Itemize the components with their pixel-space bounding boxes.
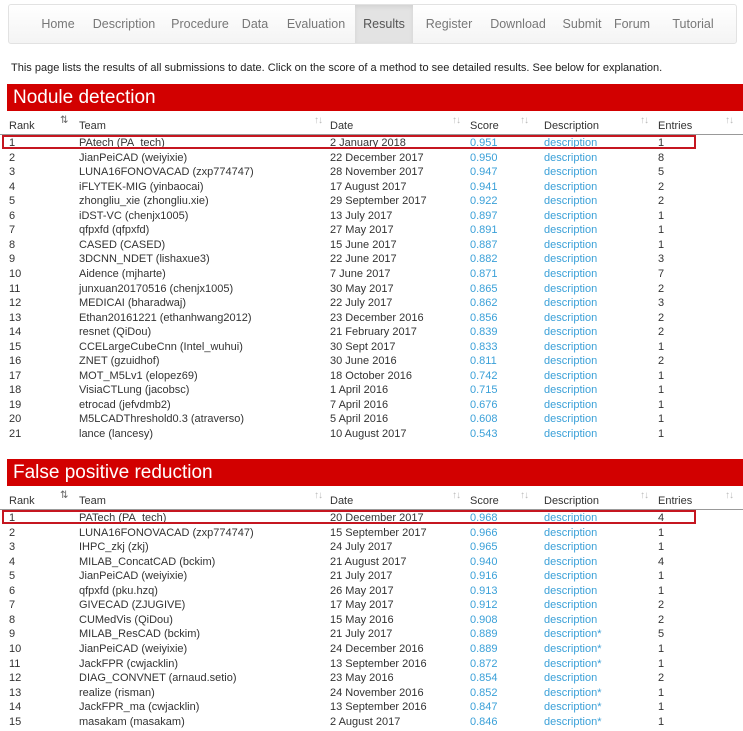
score-link[interactable]: 0.852 [470, 686, 498, 699]
column-header-score[interactable]: Score [470, 120, 499, 132]
description-link[interactable]: description [544, 398, 598, 411]
score-link[interactable]: 0.887 [470, 238, 498, 251]
table-row [0, 398, 743, 413]
entries-cell: 4 [658, 555, 665, 568]
date-cell: 28 November 2017 [330, 166, 424, 179]
team-cell: realize (risman) [79, 686, 155, 699]
nav-home[interactable]: Home [41, 17, 75, 31]
date-cell: 29 September 2017 [330, 195, 427, 208]
description-link[interactable]: description [544, 137, 598, 149]
rank-cell: 20 [9, 413, 22, 426]
date-cell: 1 April 2016 [330, 384, 389, 397]
rank-cell: 10 [9, 267, 22, 280]
table-row [0, 369, 743, 384]
date-cell: 10 August 2017 [330, 428, 407, 440]
table-row [0, 267, 743, 282]
rank-cell: 5 [9, 195, 16, 208]
column-header-entries[interactable]: Entries [658, 120, 693, 132]
table-row [0, 296, 743, 311]
team-cell: JackFPR (cwjacklin) [79, 657, 179, 670]
team-cell: resnet (QiDou) [79, 326, 152, 339]
intro-text: This page lists the results of all submissions to date. Click on the score of a method to see detailed results. See below for explanation. [11, 62, 663, 74]
table-row [0, 700, 743, 715]
top-result-highlight [2, 135, 696, 149]
team-cell: VisiaCTLung (jacobsc) [79, 384, 190, 397]
nav-description[interactable]: Description [92, 17, 156, 31]
column-header-entries[interactable]: Entries [658, 495, 693, 507]
entries-cell: 2 [658, 326, 665, 339]
table-row [0, 555, 743, 570]
description-link[interactable]: description [544, 512, 598, 524]
date-cell: 21 July 2017 [330, 570, 393, 583]
entries-cell: 4 [658, 512, 665, 524]
table-row [0, 223, 743, 238]
date-cell: 18 October 2016 [330, 369, 412, 382]
rank-cell: 7 [9, 224, 16, 237]
entries-cell: 2 [658, 282, 665, 295]
entries-cell: 2 [658, 613, 665, 626]
date-cell: 7 June 2017 [330, 267, 391, 280]
team-cell: JianPeiCAD (weiyixie) [79, 570, 188, 583]
entries-cell: 1 [658, 369, 665, 382]
rank-cell: 5 [9, 570, 16, 583]
date-cell: 21 July 2017 [330, 628, 393, 641]
team-cell: MILAB_ConcatCAD (bckim) [79, 555, 216, 568]
sort-icon[interactable]: ↑↓ [725, 490, 733, 501]
team-cell: zhongliu_xie (zhongliu.xie) [79, 195, 209, 208]
table-row [0, 311, 743, 326]
entries-cell: 1 [658, 428, 665, 440]
rank-cell: 9 [9, 253, 16, 266]
date-cell: 15 May 2016 [330, 613, 394, 626]
date-cell: 5 April 2016 [330, 413, 389, 426]
score-link[interactable]: 0.608 [470, 413, 498, 426]
rank-cell: 6 [9, 584, 16, 597]
entries-cell: 1 [658, 384, 665, 397]
table-row [0, 282, 743, 297]
sort-icon[interactable]: ↑↓ [314, 115, 322, 126]
column-header-team[interactable]: Team [79, 120, 106, 132]
score-link[interactable]: 0.950 [470, 151, 498, 164]
date-cell: 30 June 2016 [330, 355, 397, 368]
score-link[interactable]: 0.941 [470, 180, 498, 193]
team-cell: iDST-VC (chenjx1005) [79, 209, 189, 222]
description-link[interactable]: description* [544, 628, 602, 641]
score-link[interactable]: 0.872 [470, 657, 498, 670]
description-link[interactable]: description [544, 672, 598, 685]
date-cell: 13 September 2016 [330, 657, 427, 670]
date-cell: 24 November 2016 [330, 686, 424, 699]
date-cell: 22 December 2017 [330, 151, 424, 164]
table-row [0, 627, 743, 642]
team-cell: JackFPR_ma (cwjacklin) [79, 701, 200, 714]
entries-cell: 1 [658, 657, 665, 670]
entries-cell: 2 [658, 355, 665, 368]
entries-cell: 7 [658, 267, 665, 280]
table-row [0, 598, 743, 613]
rank-cell: 3 [9, 166, 16, 179]
team-cell: LUNA16FONOVACAD (zxp774747) [79, 166, 254, 179]
date-cell: 30 Sept 2017 [330, 340, 396, 353]
table-row [0, 657, 743, 672]
rank-cell: 3 [9, 541, 16, 554]
entries-cell: 1 [658, 398, 665, 411]
date-cell: 21 February 2017 [330, 326, 417, 339]
team-cell: PAtech (PA_tech) [79, 137, 165, 149]
date-cell: 17 August 2017 [330, 180, 407, 193]
table-row [0, 686, 743, 701]
column-header-date[interactable]: Date [330, 495, 354, 507]
team-cell: DIAG_CONVNET (arnaud.setio) [79, 672, 237, 685]
score-link[interactable]: 0.889 [470, 628, 498, 641]
description-link[interactable]: description [544, 151, 598, 164]
description-link[interactable]: description [544, 369, 598, 382]
rank-cell: 16 [9, 355, 22, 368]
description-link[interactable]: description [544, 555, 598, 568]
entries-cell: 1 [658, 701, 665, 714]
rank-cell: 6 [9, 209, 16, 222]
score-link[interactable]: 0.742 [470, 369, 498, 382]
column-header-description[interactable]: Description [544, 120, 600, 132]
rank-cell: 2 [9, 151, 16, 164]
team-cell: CCELargeCubeCnn (Intel_wuhui) [79, 340, 243, 353]
table-row [0, 383, 743, 398]
rank-cell: 12 [9, 672, 22, 685]
rank-cell: 10 [9, 642, 22, 655]
score-link[interactable]: 0.839 [470, 326, 498, 339]
table-row [0, 194, 743, 209]
description-link[interactable]: description [544, 166, 598, 179]
rank-cell: 14 [9, 701, 22, 714]
date-cell: 27 May 2017 [330, 224, 394, 237]
table-row [0, 165, 743, 180]
table-row [0, 180, 743, 195]
score-link[interactable]: 0.913 [470, 584, 498, 597]
date-cell: 24 December 2016 [330, 642, 424, 655]
rank-cell: 4 [9, 555, 16, 568]
table-header [0, 114, 743, 135]
date-cell: 2 January 2018 [330, 137, 406, 149]
section-title: Nodule detection [7, 84, 743, 111]
table-header [0, 489, 743, 510]
top-result-highlight [2, 510, 696, 524]
date-cell: 15 June 2017 [330, 238, 397, 251]
date-cell: 13 September 2016 [330, 701, 427, 714]
score-link[interactable]: 0.966 [470, 526, 498, 539]
entries-cell: 1 [658, 137, 665, 149]
date-cell: 22 June 2017 [330, 253, 397, 266]
team-cell: JianPeiCAD (weiyixie) [79, 151, 188, 164]
rank-cell: 1 [9, 137, 16, 149]
rank-cell: 15 [9, 340, 22, 353]
rank-cell: 4 [9, 180, 16, 193]
date-cell: 30 May 2017 [330, 282, 394, 295]
team-cell: JianPeiCAD (weiyixie) [79, 642, 188, 655]
description-link[interactable]: description [544, 413, 598, 426]
team-cell: Ethan20161221 (ethanhwang2012) [79, 311, 252, 324]
entries-cell: 1 [658, 715, 665, 728]
sort-icon[interactable]: ↑↓ [452, 115, 460, 126]
date-cell: 22 July 2017 [330, 297, 393, 310]
date-cell: 17 May 2017 [330, 599, 394, 612]
date-cell: 13 July 2017 [330, 209, 393, 222]
team-cell: qfpxfd (qfpxfd) [79, 224, 150, 237]
score-link[interactable]: 0.543 [470, 428, 498, 440]
rank-cell: 13 [9, 311, 22, 324]
sort-icon[interactable]: ↑↓ [314, 490, 322, 501]
table-row [0, 340, 743, 355]
team-cell: CASED (CASED) [79, 238, 166, 251]
rank-cell: 15 [9, 715, 22, 728]
team-cell: LUNA16FONOVACAD (zxp774747) [79, 526, 254, 539]
score-link[interactable]: 0.846 [470, 715, 498, 728]
description-link[interactable]: description [544, 541, 598, 554]
nav-submit[interactable]: Submit [562, 17, 602, 31]
nav-download[interactable]: Download [490, 17, 546, 31]
team-cell: MOT_M5Lv1 (elopez69) [79, 369, 198, 382]
sort-icon[interactable]: ↑↓ [520, 490, 528, 501]
score-link[interactable]: 0.676 [470, 398, 498, 411]
entries-cell: 3 [658, 297, 665, 310]
description-link[interactable]: description [544, 613, 598, 626]
table-row [0, 540, 743, 555]
team-cell: etrocad (jefvdmb2) [79, 398, 171, 411]
team-cell: iFLYTEK-MIG (yinbaocai) [79, 180, 204, 193]
score-link[interactable]: 0.951 [470, 137, 498, 149]
entries-cell: 1 [658, 584, 665, 597]
nav-register[interactable]: Register [425, 17, 473, 31]
entries-cell: 1 [658, 686, 665, 699]
entries-cell: 1 [658, 238, 665, 251]
score-link[interactable]: 0.908 [470, 613, 498, 626]
entries-cell: 1 [658, 340, 665, 353]
score-link[interactable]: 0.922 [470, 195, 498, 208]
description-link[interactable]: description [544, 526, 598, 539]
date-cell: 26 May 2017 [330, 584, 394, 597]
column-header-description[interactable]: Description [544, 495, 600, 507]
team-cell: MILAB_ResCAD (bckim) [79, 628, 201, 641]
entries-cell: 1 [658, 541, 665, 554]
rank-cell: 2 [9, 526, 16, 539]
entries-cell: 1 [658, 413, 665, 426]
team-cell: masakam (masakam) [79, 715, 185, 728]
score-link[interactable]: 0.854 [470, 672, 498, 685]
entries-cell: 3 [658, 253, 665, 266]
team-cell: 3DCNN_NDET (lishaxue3) [79, 253, 210, 266]
entries-cell: 5 [658, 166, 665, 179]
description-link[interactable]: description [544, 209, 598, 222]
table-row [0, 584, 743, 599]
nav-tutorial[interactable]: Tutorial [672, 17, 714, 31]
entries-cell: 2 [658, 180, 665, 193]
table-row [0, 325, 743, 340]
description-link[interactable]: description [544, 340, 598, 353]
rank-cell: 14 [9, 326, 22, 339]
description-link[interactable]: description [544, 311, 598, 324]
score-link[interactable]: 0.871 [470, 267, 498, 280]
score-link[interactable]: 0.882 [470, 253, 498, 266]
nav-results[interactable]: Results [355, 5, 413, 43]
sort-icon[interactable]: ↑↓ [640, 490, 648, 501]
team-cell: ZNET (gzuidhof) [79, 355, 160, 368]
nav-evaluation[interactable]: Evaluation [286, 17, 346, 31]
score-link[interactable]: 0.965 [470, 541, 498, 554]
table-row [0, 715, 743, 730]
nav-forum[interactable]: Forum [613, 17, 651, 31]
entries-cell: 1 [658, 209, 665, 222]
table-row [0, 642, 743, 657]
entries-cell: 1 [658, 642, 665, 655]
section-title: False positive reduction [7, 459, 743, 486]
table-row [0, 412, 743, 427]
rank-cell: 18 [9, 384, 22, 397]
rank-cell: 8 [9, 238, 16, 251]
column-header-rank[interactable]: Rank [9, 120, 35, 132]
description-link[interactable]: description [544, 238, 598, 251]
entries-cell: 1 [658, 224, 665, 237]
table-row [0, 252, 743, 267]
column-header-team[interactable]: Team [79, 495, 106, 507]
score-link[interactable]: 0.940 [470, 555, 498, 568]
rank-cell: 19 [9, 398, 22, 411]
table-row [0, 151, 743, 166]
description-link[interactable]: description [544, 195, 598, 208]
score-link[interactable]: 0.715 [470, 384, 498, 397]
date-cell: 24 July 2017 [330, 541, 393, 554]
score-link[interactable]: 0.865 [470, 282, 498, 295]
description-link[interactable]: description [544, 570, 598, 583]
top-navbar [8, 4, 737, 44]
description-link[interactable]: description [544, 428, 598, 440]
description-link[interactable]: description [544, 599, 598, 612]
description-link[interactable]: description [544, 253, 598, 266]
score-link[interactable]: 0.916 [470, 570, 498, 583]
nav-data[interactable]: Data [241, 17, 269, 31]
date-cell: 15 September 2017 [330, 526, 427, 539]
date-cell: 21 August 2017 [330, 555, 407, 568]
team-cell: lance (lancesy) [79, 428, 153, 440]
table-row [0, 671, 743, 686]
description-link[interactable]: description [544, 384, 598, 397]
sort-icon[interactable]: ↑↓ [640, 115, 648, 126]
rank-cell: 9 [9, 628, 16, 641]
score-link[interactable]: 0.833 [470, 340, 498, 353]
table-row [0, 526, 743, 541]
score-link[interactable]: 0.811 [470, 355, 497, 368]
description-link[interactable]: description* [544, 715, 602, 728]
description-link[interactable]: description* [544, 701, 602, 714]
score-link[interactable]: 0.856 [470, 311, 498, 324]
sort-icon[interactable]: ↑↓ [452, 490, 460, 501]
description-link[interactable]: description [544, 584, 598, 597]
description-link[interactable]: description [544, 180, 598, 193]
description-link[interactable]: description [544, 267, 598, 280]
description-link[interactable]: description [544, 297, 598, 310]
column-header-date[interactable]: Date [330, 120, 354, 132]
table-row [0, 354, 743, 369]
description-link[interactable]: description [544, 326, 598, 339]
rank-cell: 13 [9, 686, 22, 699]
entries-cell: 1 [658, 526, 665, 539]
rank-cell: 11 [9, 657, 21, 670]
team-cell: M5LCADThreshold0.3 (atraverso) [79, 413, 245, 426]
column-header-rank[interactable]: Rank [9, 495, 35, 507]
sort-icon[interactable]: ⇅ [60, 490, 68, 501]
score-link[interactable]: 0.847 [470, 701, 498, 714]
date-cell: 7 April 2016 [330, 398, 389, 411]
description-link[interactable]: description* [544, 657, 602, 670]
entries-cell: 2 [658, 311, 665, 324]
team-cell: junxuan20170516 (chenjx1005) [79, 282, 234, 295]
date-cell: 23 May 2016 [330, 672, 394, 685]
entries-cell: 1 [658, 570, 665, 583]
sort-icon[interactable]: ↑↓ [520, 115, 528, 126]
team-cell: MEDICAI (bharadwaj) [79, 297, 186, 310]
score-link[interactable]: 0.897 [470, 209, 498, 222]
team-cell: Aidence (mjharte) [79, 267, 166, 280]
entries-cell: 2 [658, 195, 665, 208]
rank-cell: 1 [9, 512, 16, 524]
date-cell: 20 December 2017 [330, 512, 424, 524]
date-cell: 23 December 2016 [330, 311, 424, 324]
nav-procedure[interactable]: Procedure [171, 17, 229, 31]
score-link[interactable]: 0.862 [470, 297, 498, 310]
table-row [0, 238, 743, 253]
table-row [0, 569, 743, 584]
table-row [0, 209, 743, 224]
team-cell: qfpxfd (pku.hzq) [79, 584, 158, 597]
table-row [0, 427, 743, 442]
description-link[interactable]: description [544, 282, 598, 295]
entries-cell: 2 [658, 672, 665, 685]
rank-cell: 8 [9, 613, 16, 626]
description-link[interactable]: description [544, 355, 598, 368]
sort-icon[interactable]: ⇅ [60, 115, 68, 126]
description-link[interactable]: description [544, 224, 598, 237]
team-cell: CUMedVis (QiDou) [79, 613, 173, 626]
score-link[interactable]: 0.912 [470, 599, 498, 612]
description-link[interactable]: description* [544, 686, 602, 699]
entries-cell: 8 [658, 151, 665, 164]
description-link[interactable]: description* [544, 642, 602, 655]
entries-cell: 5 [658, 628, 665, 641]
score-link[interactable]: 0.968 [470, 512, 498, 524]
column-header-score[interactable]: Score [470, 495, 499, 507]
score-link[interactable]: 0.947 [470, 166, 498, 179]
team-cell: IHPC_zkj (zkj) [79, 541, 149, 554]
team-cell: PATech (PA_tech) [79, 512, 167, 524]
score-link[interactable]: 0.891 [470, 224, 498, 237]
entries-cell: 2 [658, 599, 665, 612]
rank-cell: 21 [9, 428, 22, 440]
rank-cell: 11 [9, 282, 21, 295]
score-link[interactable]: 0.889 [470, 642, 498, 655]
table-row [0, 613, 743, 628]
rank-cell: 17 [9, 369, 22, 382]
rank-cell: 7 [9, 599, 16, 612]
date-cell: 2 August 2017 [330, 715, 401, 728]
sort-icon[interactable]: ↑↓ [725, 115, 733, 126]
rank-cell: 12 [9, 297, 22, 310]
team-cell: GIVECAD (ZJUGIVE) [79, 599, 186, 612]
